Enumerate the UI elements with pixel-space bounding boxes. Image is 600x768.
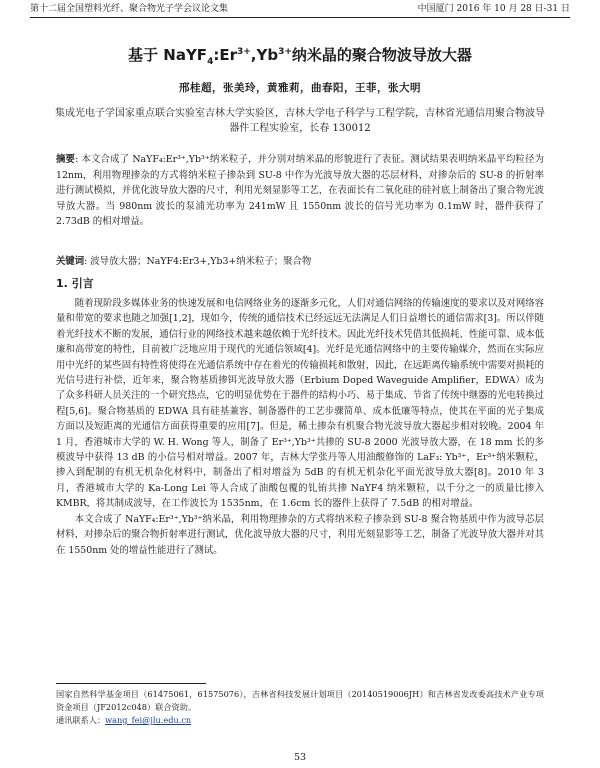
email-link[interactable]: wang_fei@jlu.edu.cn: [105, 715, 192, 725]
contact-note: 通讯联系人：wang_fei@jlu.edu.cn: [56, 715, 192, 725]
abstract: [56, 152, 544, 230]
affiliation: 集成光电子学国家重点联合实验室吉林大学实验区，吉林大学电子科学与工程学院，吉林省光通信用聚合物波导器件工程实验室，长春 130012: [55, 108, 545, 134]
keywords-text: : 波导放大器；NaYF4:Er3+,Yb3+纳米粒子；聚合物: [84, 256, 312, 267]
conference-date-place: 中国厦门 2016 年 10 月 28 日-31 日: [417, 4, 570, 14]
page-number: 53: [293, 752, 307, 763]
running-header: [30, 2, 570, 16]
funding-note: 国家自然科学基金项目（61475061，61575076），吉林省科技发展计划项目（20140519006JH）和吉林省发改委高技术产业专项资金项目（JF2012c048）联合资助。: [56, 689, 544, 712]
abstract-label: 摘要: [56, 154, 76, 165]
footnote: [56, 688, 544, 727]
paragraph: 随着现阶段多媒体业务的快速发展和电信网络业务的逐渐多元化，人们对通信网络的传输速度的要求以及对网络容量和带宽的要求也随之加强[1,2]，现如今，传统的通信技术已经远远无法满足人们日益增长的通信需求[3]。所以伴随着光纤技术不断的发展，通信行业的网络技术越来越依赖于光纤技术。因此光纤技术凭借其低损耗、性能可靠、成本低廉和高带宽的特性，目前被广泛地应用于现代的光通信领域[4]。光纤是光通信网络中的主要传输媒介，然而在实际应用中光纤的某些固有特性将使得在光通信系统中存在着光的传输损耗和散射，因此，在远距离传输系统中需要对损耗的光信号进行补偿，近年来，聚合物基质掺铒光波导放大器（Erbium Doped Waveguide Amplifier，EDWA）成为了众多科研人员关注的一个研究热点，它的明显优势在于器件的结构小巧、易于集成、节省了传统中继器的光电转换过程[5,6]。聚合物基质的 EDWA 具有硅基兼容、制备器件的工艺步骤简单、成本低廉等特点，使其在平面的光子集成方面以及短距离的光通信方面获得重要的应用[7]。但是，稀土掺杂有机聚合物光波导放大器起步相对较晚。2004 年 1 月，香港城市大学的 W. H. Wong 等人，制备了 Er³⁺,Yb³⁺共掺的 SU-8 2000 光波导放大器，在 18 mm 长的多模波导中获得 13 dB 的小信号相对增益。2007 年，吉林大学张丹等人用油酸修饰的 LaF₃: Yb³⁺，Er³⁺纳米颗粒，掺入到配制的有机无机杂化材料中，制备出了相对增益为 5dB 的有机无机杂化平面光波导放大器[8]。2010 年 3 月，香港城市大学的 Ka-Long Lei 等人合成了油酸包覆的钆铕共掺 NaYF4 纳米颗粒，以千分之一的质量比掺入 KMBR，将其制成波导，在工作波长为 1535nm，在 1.6cm 长的器件上获得了 7.5dB 的相对增益。: [56, 298, 544, 510]
conference-name: 第十二届全国塑料光纤、聚合物光子学会议论文集: [30, 4, 229, 14]
paragraph: 本文合成了 NaYF₄:Er³⁺,Yb³⁺纳米晶，利用物理掺杂的方式将纳米粒子掺杂到 SU-8 聚合物基质中作为波导芯层材料，对掺杂后的聚合物折射率进行测试，优化波导放大器的尺寸，利用光刻显影等工艺，制备了光波导放大器并对其在 1550nm 处的增益性能进行了测试。: [56, 513, 544, 556]
author-list: 邢桂超，张美玲，黄雅莉，曲春阳，王菲，张大明: [179, 82, 421, 94]
footnote-rule: [56, 683, 206, 684]
keywords-label: 关键词: [56, 256, 85, 267]
abstract-text: : 本文合成了 NaYF₄:Er³⁺,Yb³⁺纳米粒子，并分别对纳米晶的形貌进行了表征。测试结果表明纳米晶平均粒径为 12nm，利用物理掺杂的方式将纳米粒子掺杂到 SU-8 中作为光波导放大器的芯层材料，对掺杂后的 SU-8 的折射率进行测试模拟，并优化波导放大器的尺寸，利用光刻显影等工艺，在表面长有二氧化硅的硅衬底上制备出了聚合物光波导放大器。当 980nm 波长的泵浦光功率为 241mW 且 1550nm 波长的信号光功率为 0.1mW 时，器件获得了 2.73dB 的相对增益。: [56, 154, 544, 228]
body-text: [56, 296, 544, 558]
keywords: [56, 255, 544, 269]
section-heading-introduction: 1. 引言: [56, 277, 94, 290]
paper-title: 基于 $NaYF_4:Er^{3+},Yb^{3+}$纳米晶的聚合物波导放大器: [128, 46, 472, 67]
header-rule: [30, 17, 570, 18]
